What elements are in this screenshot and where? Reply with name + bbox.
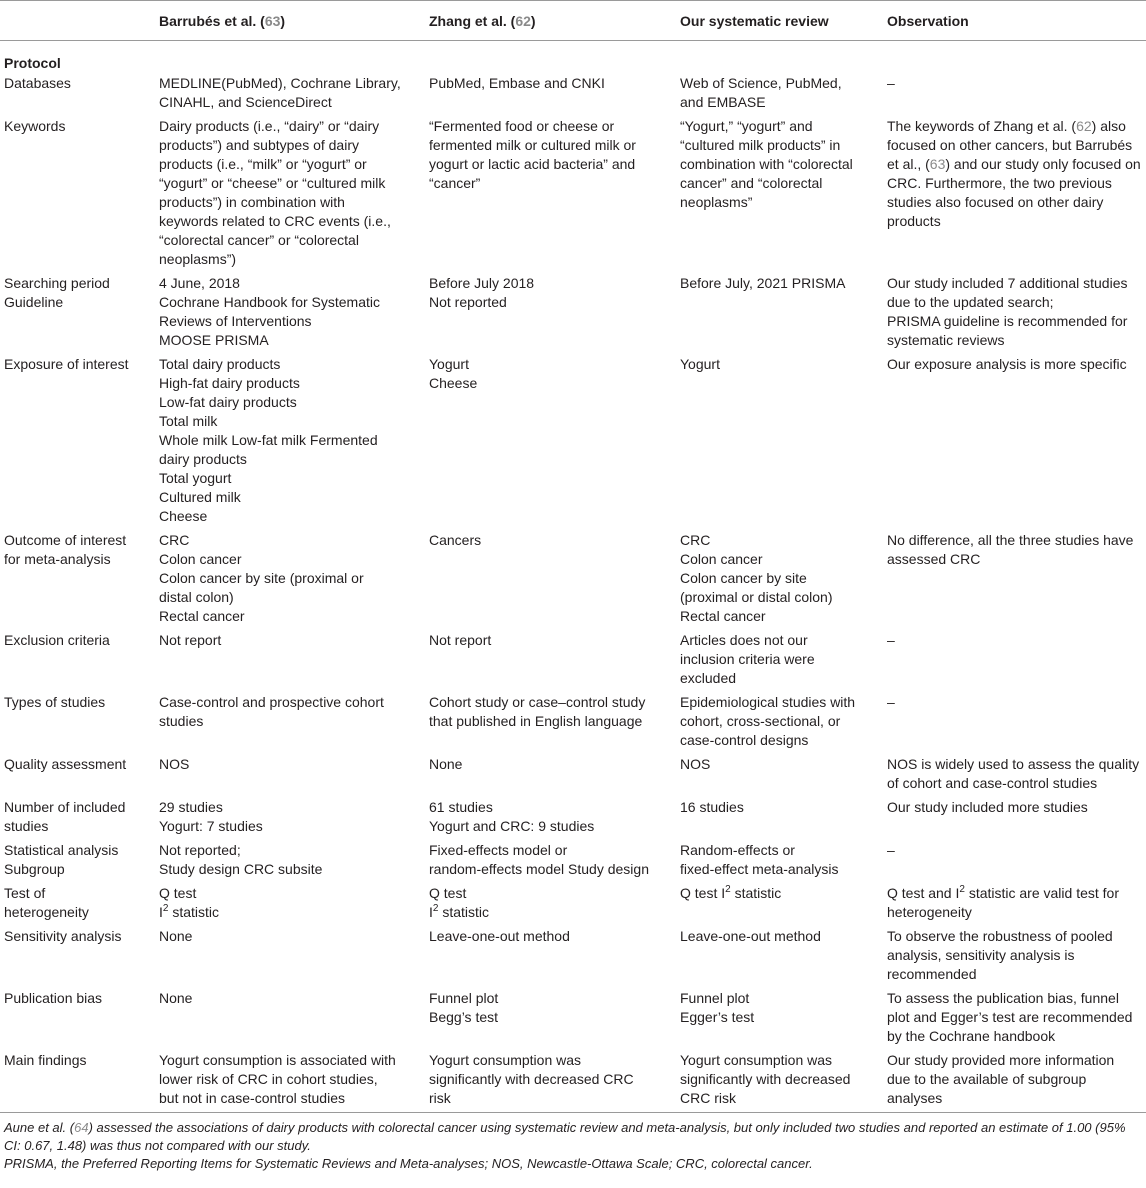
- cell-line: Random-effects or: [680, 842, 795, 858]
- cell-line: CRC: [159, 532, 190, 548]
- row-label: [0, 989, 155, 1051]
- observation-text: ) also: [1091, 118, 1126, 134]
- cell-line: Our study provided more information: [887, 1052, 1115, 1068]
- observation-cell: [883, 355, 1146, 531]
- zhang-cell: [425, 755, 676, 798]
- barrubes-cell: [155, 355, 425, 531]
- header-our-review: Our systematic review: [676, 1, 883, 41]
- cell-line: Exposure of interest: [4, 356, 129, 372]
- cell-line: CINAHL, and ScienceDirect: [159, 94, 332, 110]
- cell-line: yogurt or lactic acid bacteria” and: [429, 156, 636, 172]
- barrubes-cell: [155, 531, 425, 631]
- cell-line: Dairy products (i.e., “dairy” or “dairy: [159, 118, 380, 134]
- observation-cell: [883, 693, 1146, 755]
- cell-line: NOS is widely used to assess the quality: [887, 756, 1140, 772]
- section-row: [0, 41, 1146, 75]
- barrubes-cell: [155, 1051, 425, 1113]
- cell-line: 61 studies: [429, 799, 493, 815]
- our-review-cell: [676, 693, 883, 755]
- table-row: [0, 1051, 1146, 1113]
- header-barrubes-text: Barrubés et al. (: [159, 13, 265, 29]
- observation-cell: [883, 989, 1146, 1051]
- zhang-cell: [425, 355, 676, 531]
- our-review-cell: [676, 355, 883, 531]
- header-barrubes-close: ): [280, 13, 286, 29]
- cell-line: Whole milk Low-fat milk Fermented: [159, 432, 378, 448]
- observation-text: The keywords of Zhang et al. (: [887, 118, 1077, 134]
- cell-line: Q test: [159, 885, 197, 901]
- table-row: [0, 693, 1146, 755]
- row-label: [0, 117, 155, 274]
- cell-line: Before July 2018: [429, 275, 535, 291]
- cell-line: heterogeneity: [4, 904, 89, 920]
- cell-text: statistic: [438, 904, 490, 920]
- observation-line: focused on other cancers, but Barrubés: [887, 137, 1133, 153]
- cell-line: Cheese: [159, 508, 208, 524]
- table-row: [0, 355, 1146, 531]
- table-row: [0, 927, 1146, 989]
- cell-line: recommended: [887, 966, 977, 982]
- cell-line: Leave-one-out method: [429, 928, 570, 944]
- cell-line: significantly with decreased: [680, 1071, 851, 1087]
- section-label: Protocol: [4, 55, 61, 71]
- header-barrubes: [155, 1, 425, 41]
- zhang-cell: [425, 841, 676, 884]
- table-row: [0, 884, 1146, 927]
- cell-line: excluded: [680, 670, 737, 686]
- cell-line: Outcome of interest: [4, 532, 127, 548]
- cell-line: Statistical analysis: [4, 842, 119, 858]
- observation-cell: [883, 274, 1146, 355]
- cell-line: Before July, 2021 PRISMA: [680, 275, 846, 291]
- cell-line: assessed CRC: [887, 551, 981, 567]
- our-review-cell: [676, 927, 883, 989]
- zhang-cell: [425, 693, 676, 755]
- cell-line: To observe the robustness of pooled: [887, 928, 1113, 944]
- observation-cell: [883, 841, 1146, 884]
- row-label: [0, 355, 155, 531]
- cell-line: Cheese: [429, 375, 478, 391]
- cell-line: Sensitivity analysis: [4, 928, 122, 944]
- our-review-cell: [676, 798, 883, 841]
- cell-line: 16 studies: [680, 799, 744, 815]
- cell-line: Case-control and prospective cohort: [159, 694, 384, 710]
- reference-link-63[interactable]: 63: [929, 156, 946, 172]
- table-row: [0, 798, 1146, 841]
- row-label: [0, 884, 155, 927]
- observation-rest: [887, 174, 1146, 231]
- cell-line: heterogeneity: [887, 904, 972, 920]
- cell-line: CRC: [680, 532, 711, 548]
- cell-line: –: [887, 632, 895, 648]
- observation-cell: [883, 884, 1146, 927]
- cell-line: [680, 884, 883, 903]
- cell-line: cancer” and “colorectal: [680, 175, 823, 191]
- zhang-cell: [425, 117, 676, 274]
- cell-line: PubMed, Embase and CNKI: [429, 75, 605, 91]
- cell-line: studies: [4, 818, 49, 834]
- cell-line: Quality assessment: [4, 756, 127, 772]
- cell-line: Our study included 7 additional studies: [887, 275, 1128, 291]
- observation-text: et al., (: [887, 156, 930, 172]
- cell-line: “yogurt” or “cheese” or “cultured milk: [159, 175, 386, 191]
- cell-line: but not in case-control studies: [159, 1090, 345, 1106]
- cell-line: inclusion criteria were: [680, 651, 815, 667]
- cell-line: Funnel plot: [680, 990, 750, 1006]
- observation-cell: [883, 531, 1146, 631]
- cell-line: CRC. Furthermore, the two previous: [887, 175, 1112, 191]
- cell-text: statistic: [730, 885, 782, 901]
- zhang-cell: [425, 1051, 676, 1113]
- superscript: 2: [959, 884, 965, 895]
- cell-line: dairy products: [159, 451, 247, 467]
- cell-line: Databases: [4, 75, 71, 91]
- observation-text: ) and our study only focused on: [945, 156, 1141, 172]
- cell-line: Keywords: [4, 118, 66, 134]
- cell-line: Yogurt consumption is associated with: [159, 1052, 396, 1068]
- cell-line: combination with “colorectal: [680, 156, 853, 172]
- cell-line: “Fermented food or cheese or: [429, 118, 615, 134]
- observation-cell: [883, 117, 1146, 274]
- cell-text: statistic: [168, 904, 220, 920]
- our-review-cell: [676, 989, 883, 1051]
- header-empty: [0, 1, 155, 41]
- cell-line: Cohort study or case–control study: [429, 694, 646, 710]
- cell-line: None: [429, 756, 463, 772]
- cell-line: (proximal or distal colon): [680, 589, 833, 605]
- zhang-cell: [425, 927, 676, 989]
- cell-line: “cancer”: [429, 175, 481, 191]
- cell-line: by the Cochrane handbook: [887, 1028, 1056, 1044]
- cell-line: distal colon): [159, 589, 234, 605]
- superscript: 2: [432, 903, 439, 914]
- cell-line: systematic reviews: [887, 332, 1005, 348]
- cell-line: NOS: [680, 756, 711, 772]
- cell-line: Rectal cancer: [680, 608, 766, 624]
- cell-line: and EMBASE: [680, 94, 766, 110]
- cell-line: due to the updated search;: [887, 294, 1054, 310]
- superscript: 2: [162, 903, 169, 914]
- cell-line: significantly with decreased CRC: [429, 1071, 634, 1087]
- cell-line: NOS: [159, 756, 190, 772]
- observation-cell: [883, 755, 1146, 798]
- our-review-cell: [676, 841, 883, 884]
- row-label: [0, 274, 155, 355]
- cell-line: Test of: [4, 885, 46, 901]
- cell-line: Our study included more studies: [887, 799, 1088, 815]
- cell-line: neoplasms”: [680, 194, 753, 210]
- barrubes-cell: [155, 884, 425, 927]
- our-review-cell: [676, 755, 883, 798]
- zhang-cell: [425, 631, 676, 693]
- table-header-row: [0, 1, 1146, 41]
- barrubes-cell: [155, 927, 425, 989]
- cell-line: random-effects model Study design: [429, 861, 649, 877]
- barrubes-cell: [155, 989, 425, 1051]
- cell-line: Total milk: [159, 413, 218, 429]
- barrubes-cell: [155, 74, 425, 117]
- cell-line: that published in English language: [429, 713, 643, 729]
- header-zhang-close: ): [530, 13, 536, 29]
- cell-line: Colon cancer: [680, 551, 763, 567]
- cell-line: High-fat dairy products: [159, 375, 300, 391]
- row-label: [0, 798, 155, 841]
- cell-line: [429, 903, 676, 922]
- cell-line: Fixed-effects model or: [429, 842, 568, 858]
- barrubes-cell: [155, 841, 425, 884]
- cell-line: Cultured milk: [159, 489, 241, 505]
- cell-line: neoplasms”): [159, 251, 237, 267]
- cell-line: products: [887, 213, 941, 229]
- zhang-cell: [425, 884, 676, 927]
- cell-line: Rectal cancer: [159, 608, 245, 624]
- cell-line: MEDLINE(PubMed), Cochrane Library,: [159, 75, 401, 91]
- cell-line: PRISMA guideline is recommended for: [887, 313, 1128, 329]
- cell-line: risk: [429, 1090, 451, 1106]
- row-label: [0, 531, 155, 631]
- cell-line: Begg’s test: [429, 1009, 499, 1025]
- cell-line: Number of included: [4, 799, 126, 815]
- zhang-cell: [425, 74, 676, 117]
- barrubes-cell: [155, 631, 425, 693]
- cell-line: “cultured milk products” in: [680, 137, 841, 153]
- cell-line: Yogurt: 7 studies: [159, 818, 263, 834]
- cell-line: Colon cancer by site (proximal or: [159, 570, 364, 586]
- cell-line: Low-fat dairy products: [159, 394, 297, 410]
- our-review-cell: [676, 117, 883, 274]
- cell-line: Types of studies: [4, 694, 106, 710]
- cell-line: cohort, cross-sectional, or: [680, 713, 841, 729]
- cell-line: lower risk of CRC in cohort studies,: [159, 1071, 378, 1087]
- table-footnotes: [0, 1113, 1134, 1173]
- cell-line: Main findings: [4, 1052, 87, 1068]
- cell-text: I: [429, 904, 433, 920]
- cell-line: Subgroup: [4, 861, 65, 877]
- header-zhang: [425, 1, 676, 41]
- cell-line: products”) in combination with: [159, 194, 345, 210]
- our-review-cell: [676, 1051, 883, 1113]
- cell-line: Searching period: [4, 275, 110, 291]
- table-row: [0, 755, 1146, 798]
- cell-line: MOOSE PRISMA: [159, 332, 269, 348]
- cell-line: Cochrane Handbook for Systematic: [159, 294, 380, 310]
- reference-link-63[interactable]: 63: [264, 13, 281, 29]
- row-label: [0, 927, 155, 989]
- row-label: [0, 74, 155, 117]
- barrubes-cell: [155, 693, 425, 755]
- row-label: [0, 1051, 155, 1113]
- table-row: [0, 74, 1146, 117]
- cell-line: Q test: [429, 885, 467, 901]
- cell-text: statistic are valid test for: [964, 885, 1119, 901]
- cell-line: products”) and subtypes of dairy: [159, 137, 359, 153]
- superscript: 2: [725, 884, 731, 895]
- cell-line: products (i.e., “milk” or “yogurt” or: [159, 156, 367, 172]
- cell-line: Colon cancer by site: [680, 570, 807, 586]
- footnote-text: Aune et al. (: [4, 1120, 75, 1135]
- cell-line: –: [887, 694, 895, 710]
- cell-line: Funnel plot: [429, 990, 499, 1006]
- footnote-aune: [4, 1119, 1134, 1155]
- row-label: [0, 631, 155, 693]
- barrubes-cell: [155, 117, 425, 274]
- table-row: [0, 117, 1146, 274]
- cell-line: Not report: [159, 632, 222, 648]
- our-review-cell: [676, 531, 883, 631]
- cell-line: studies: [159, 713, 204, 729]
- observation-cell: [883, 927, 1146, 989]
- barrubes-cell: [155, 798, 425, 841]
- row-label: [0, 841, 155, 884]
- table-row: [0, 989, 1146, 1051]
- cell-line: fixed-effect meta-analysis: [680, 861, 839, 877]
- cell-line: Guideline: [4, 294, 64, 310]
- barrubes-cell: [155, 274, 425, 355]
- cell-line: Yogurt and CRC: 9 studies: [429, 818, 595, 834]
- zhang-cell: [425, 798, 676, 841]
- cell-line: Web of Science, PubMed,: [680, 75, 842, 91]
- cell-line: case-control designs: [680, 732, 809, 748]
- our-review-cell: [676, 74, 883, 117]
- cell-line: No difference, all the three studies have: [887, 532, 1134, 548]
- zhang-cell: [425, 531, 676, 631]
- header-zhang-text: Zhang et al. (: [429, 13, 516, 29]
- cell-line: None: [159, 928, 193, 944]
- cell-text: Q test and I: [887, 885, 960, 901]
- cell-line: Yogurt consumption was: [429, 1052, 582, 1068]
- cell-line: for meta-analysis: [4, 551, 111, 567]
- observation-line: [887, 155, 1146, 174]
- table-row: [0, 631, 1146, 693]
- cell-line: None: [159, 990, 193, 1006]
- cell-line: Cancers: [429, 532, 482, 548]
- cell-line: 4 June, 2018: [159, 275, 240, 291]
- cell-line: “colorectal cancer” or “colorectal: [159, 232, 359, 248]
- reference-link-64[interactable]: 64: [74, 1120, 89, 1135]
- cell-line: Articles does not our: [680, 632, 808, 648]
- cell-line: Egger’s test: [680, 1009, 755, 1025]
- observation-cell: [883, 74, 1146, 117]
- cell-line: –: [887, 842, 895, 858]
- cell-line: Leave-one-out method: [680, 928, 821, 944]
- cell-line: analysis, sensitivity analysis is: [887, 947, 1075, 963]
- zhang-cell: [425, 274, 676, 355]
- cell-line: Our exposure analysis is more specific: [887, 356, 1127, 372]
- cell-line: CRC risk: [680, 1090, 736, 1106]
- cell-line: Total dairy products: [159, 356, 281, 372]
- reference-link-62[interactable]: 62: [515, 13, 531, 29]
- our-review-cell: [676, 631, 883, 693]
- cell-line: fermented milk or cultured milk or: [429, 137, 636, 153]
- cell-line: Reviews of Interventions: [159, 313, 312, 329]
- cell-line: To assess the publication bias, funnel: [887, 990, 1119, 1006]
- cell-line: –: [887, 75, 895, 91]
- reference-link-62[interactable]: 62: [1076, 118, 1092, 134]
- observation-cell: [883, 1051, 1146, 1113]
- row-label: [0, 693, 155, 755]
- cell-line: Not report: [429, 632, 492, 648]
- cell-line: [159, 903, 425, 922]
- observation-line: [887, 117, 1146, 136]
- table-row: [0, 531, 1146, 631]
- cell-line: Yogurt: [680, 356, 720, 372]
- cell-line: Yogurt: [429, 356, 469, 372]
- cell-line: of cohort and case-control studies: [887, 775, 1098, 791]
- cell-line: 29 studies: [159, 799, 223, 815]
- cell-line: “Yogurt,” “yogurt” and: [680, 118, 813, 134]
- cell-line: Publication bias: [4, 990, 103, 1006]
- cell-text: I: [159, 904, 163, 920]
- zhang-cell: [425, 989, 676, 1051]
- cell-text: Q test I: [680, 885, 726, 901]
- cell-line: Yogurt consumption was: [680, 1052, 833, 1068]
- cell-line: Exclusion criteria: [4, 632, 110, 648]
- row-label: [0, 755, 155, 798]
- footnote-abbreviations: PRISMA, the Preferred Reporting Items for Systematic Reviews and Meta-analyses; NOS, Newcastle-Ottawa Scale; CRC, colorectal cancer.: [4, 1156, 813, 1171]
- cell-line: Total yogurt: [159, 470, 232, 486]
- cell-line: Study design CRC subsite: [159, 861, 323, 877]
- cell-line: studies also focused on other dairy: [887, 194, 1104, 210]
- our-review-cell: [676, 274, 883, 355]
- table-row: [0, 841, 1146, 884]
- cell-line: [887, 884, 1146, 903]
- cell-line: Epidemiological studies with: [680, 694, 856, 710]
- cell-line: Not reported;: [159, 842, 241, 858]
- cell-line: due to the available of subgroup: [887, 1071, 1087, 1087]
- cell-line: plot and Egger’s test are recommended: [887, 1009, 1133, 1025]
- table-row: [0, 274, 1146, 355]
- cell-line: Colon cancer: [159, 551, 242, 567]
- footnote-text: ) assessed the associations of dairy products with colorectal cancer using systematic review and meta-analysis, but only included two studies and reported an estimate of 1.00 (95% CI: 0.67, 1.48) was thus not compared with our study.: [4, 1120, 1126, 1153]
- observation-cell: [883, 798, 1146, 841]
- header-observation: Observation: [883, 1, 1146, 41]
- barrubes-cell: [155, 755, 425, 798]
- our-review-cell: [676, 884, 883, 927]
- cell-line: keywords related to CRC events (i.e.,: [159, 213, 391, 229]
- cell-line: analyses: [887, 1090, 943, 1106]
- observation-cell: [883, 631, 1146, 693]
- cell-line: Not reported: [429, 294, 507, 310]
